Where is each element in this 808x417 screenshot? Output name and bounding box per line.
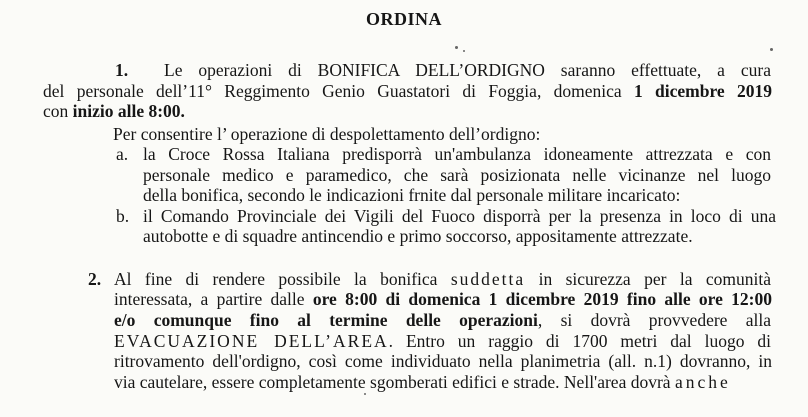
- item-2-line-5: ritrovamento dell'ordigno, così come individuato nella planimetria (all. n.1) dovranno, in: [114, 351, 772, 371]
- subitem-a-line-1: la Croce Rossa Italiana predisporrà un'ambulanza idoneamente attrezzata e con: [143, 144, 771, 164]
- subitem-a-line-3: della bonifica, secondo le indicazioni frnite dal personale militare incaricato:: [143, 185, 681, 205]
- item-1-line-3: con inizio alle 8:00.: [43, 101, 185, 121]
- subitem-b-letter: b.: [116, 206, 130, 226]
- item-1-line-1: Le operazioni di BONIFICA DELL’ORDIGNO saranno effettuate, a cura: [164, 60, 771, 80]
- subitem-a-letter: a.: [116, 144, 129, 164]
- item-2-line-4: EVACUAZIONE DELL’AREA. Entro un raggio di 1700 metri dal luogo di: [114, 331, 771, 351]
- item-2-line-2: interessata, a partire dalle ore 8:00 di domenica 1 dicembre 2019 fino alle ore 12:00: [114, 289, 773, 309]
- document-heading: ORDINA: [365, 9, 442, 29]
- item-1-number: 1.: [115, 60, 129, 80]
- item-2-line-6: via cautelare, essere completamente sgomberati edifici e strade. Nell'area dovrà anche: [114, 372, 731, 392]
- scan-speck: [364, 393, 366, 395]
- item-1-intro: Per consentire l’ operazione di despolettamento dell’ordigno:: [113, 124, 541, 144]
- subitem-b-line-1: il Comando Provinciale dei Vigili del Fuoco disporrà per la presenza in loco di una: [143, 206, 776, 226]
- item-2-line-1: Al fine di rendere possibile la bonifica suddetta in sicurezza per la comunità: [114, 269, 772, 289]
- item-1-line-2: del personale dell’11° Reggimento Genio Guastatori di Foggia, domenica 1 dicembre 2019: [43, 81, 772, 101]
- item-2-number: 2.: [88, 269, 102, 289]
- scan-speck: [463, 50, 465, 52]
- item-2-line-3: e/o comunque fino al termine delle operazioni, si dovrà provvedere alla: [114, 310, 772, 330]
- subitem-a-line-2: personale medico e paramedico, che sarà posizionata nelle vicinanze nel luogo: [143, 165, 771, 185]
- subitem-b-line-2: autobotte e di squadre antincendio e primo soccorso, appositamente attrezzate.: [143, 226, 693, 246]
- scan-speck: [770, 48, 773, 51]
- scan-speck: [455, 46, 458, 49]
